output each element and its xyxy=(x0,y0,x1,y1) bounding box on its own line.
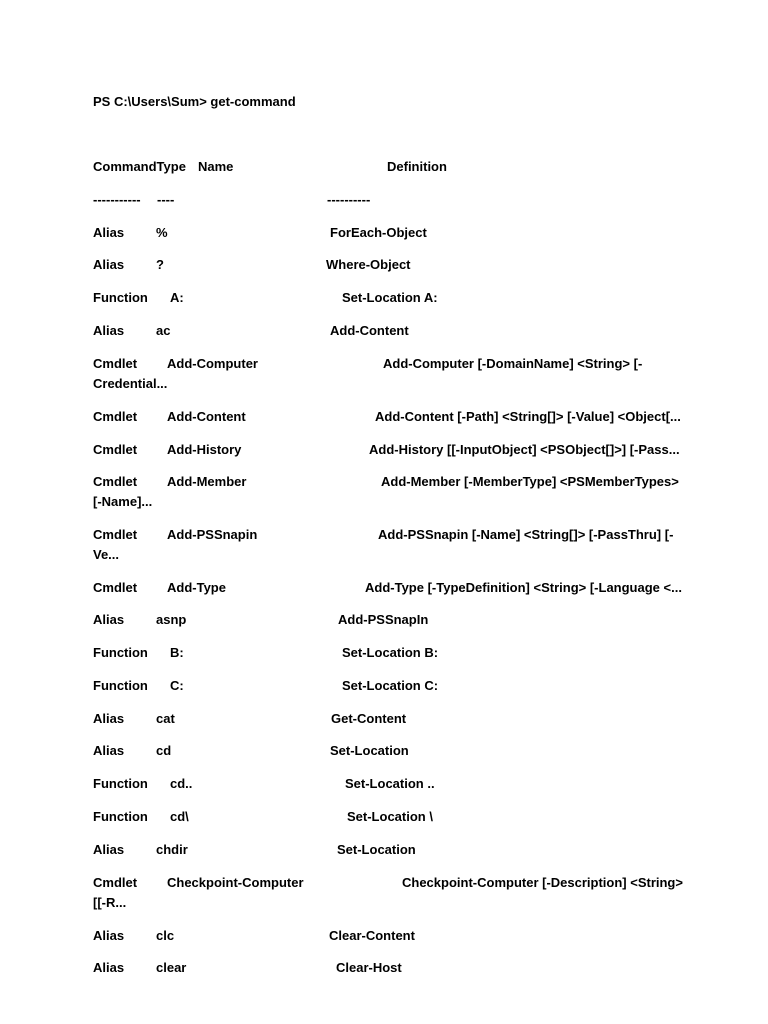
row-name: cd.. xyxy=(170,776,193,791)
row-definition-continuation: [-Name]... xyxy=(93,494,153,509)
header-name-rule: ---- xyxy=(157,192,175,207)
row-definition: Add-Content [-Path] <String[]> [-Value] <Object[... xyxy=(375,409,681,424)
row-definition: Set-Location xyxy=(330,743,409,758)
row-name: cat xyxy=(156,711,175,726)
row-name: ac xyxy=(156,323,171,338)
row-type: Function xyxy=(93,809,148,824)
row-type: Function xyxy=(93,645,148,660)
row-type: Function xyxy=(93,776,148,791)
row-name: B: xyxy=(170,645,184,660)
header-commandtype: CommandType xyxy=(93,159,186,174)
row-name: chdir xyxy=(156,842,188,857)
row-name: C: xyxy=(170,678,184,693)
row-type: Cmdlet xyxy=(93,474,138,489)
row-name: clc xyxy=(156,928,175,943)
row-definition-continuation: [[-R... xyxy=(93,895,127,910)
row-type: Alias xyxy=(93,225,125,240)
row-definition-continuation: Credential... xyxy=(93,376,168,391)
row-definition: ForEach-Object xyxy=(330,225,427,240)
row-definition: Add-PSSnapIn xyxy=(338,612,429,627)
row-name: A: xyxy=(170,290,184,305)
row-type: Cmdlet xyxy=(93,442,138,457)
row-type: Alias xyxy=(93,842,125,857)
row-definition: Set-Location \ xyxy=(347,809,433,824)
row-type: Alias xyxy=(93,743,125,758)
row-type: Function xyxy=(93,290,148,305)
row-type: Alias xyxy=(93,323,125,338)
row-definition: Set-Location B: xyxy=(342,645,439,660)
row-name: Add-PSSnapin xyxy=(167,527,258,542)
row-definition: Add-Content xyxy=(330,323,409,338)
row-name: Add-History xyxy=(167,442,242,457)
row-name: Add-Content xyxy=(167,409,246,424)
row-type: Cmdlet xyxy=(93,409,138,424)
row-type: Alias xyxy=(93,612,125,627)
row-definition: Add-History [[-InputObject] <PSObject[]>] [-Pass... xyxy=(369,442,680,457)
header-type-rule: ----------- xyxy=(93,192,141,207)
row-type: Alias xyxy=(93,711,125,726)
row-type: Alias xyxy=(93,257,125,272)
row-type: Alias xyxy=(93,960,125,975)
header-name: Name xyxy=(198,159,234,174)
row-name: Add-Computer xyxy=(167,356,258,371)
row-name: % xyxy=(156,225,168,240)
row-definition: Set-Location xyxy=(337,842,416,857)
row-type: Cmdlet xyxy=(93,527,138,542)
row-definition: Add-PSSnapin [-Name] <String[]> [-PassThru] [- xyxy=(378,527,674,542)
row-definition: Add-Computer [-DomainName] <String> [- xyxy=(383,356,643,371)
row-type: Cmdlet xyxy=(93,580,138,595)
row-definition: Clear-Host xyxy=(336,960,402,975)
row-definition: Clear-Content xyxy=(329,928,415,943)
row-definition: Add-Type [-TypeDefinition] <String> [-Language <... xyxy=(365,580,682,595)
row-type: Cmdlet xyxy=(93,875,138,890)
row-type: Alias xyxy=(93,928,125,943)
row-name: Add-Type xyxy=(167,580,226,595)
row-type: Cmdlet xyxy=(93,356,138,371)
header-definition-rule: ---------- xyxy=(327,192,371,207)
row-name: asnp xyxy=(156,612,187,627)
row-name: cd xyxy=(156,743,172,758)
row-definition: Get-Content xyxy=(331,711,407,726)
row-name: ? xyxy=(156,257,164,272)
row-definition-continuation: Ve... xyxy=(93,547,120,562)
row-name: clear xyxy=(156,960,187,975)
header-definition: Definition xyxy=(387,159,447,174)
row-name: Add-Member xyxy=(167,474,247,489)
row-definition: Add-Member [-MemberType] <PSMemberTypes> xyxy=(381,474,679,489)
row-name: cd\ xyxy=(170,809,189,824)
row-definition: Set-Location A: xyxy=(342,290,438,305)
row-name: Checkpoint-Computer xyxy=(167,875,304,890)
row-definition: Checkpoint-Computer [-Description] <String> xyxy=(402,875,683,890)
row-definition: Where-Object xyxy=(326,257,411,272)
row-type: Function xyxy=(93,678,148,693)
command-prompt: PS C:\Users\Sum> get-command xyxy=(93,94,296,109)
row-definition: Set-Location C: xyxy=(342,678,439,693)
row-definition: Set-Location .. xyxy=(345,776,435,791)
